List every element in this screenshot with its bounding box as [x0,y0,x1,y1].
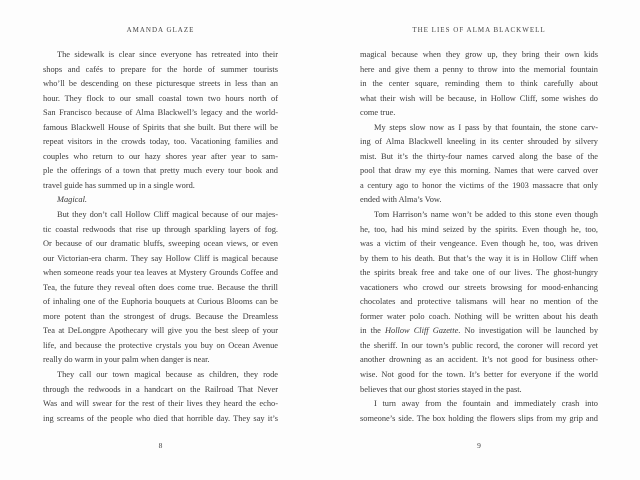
text-line: Was and will swear for the rest of their lives they heard the echo- [43,399,278,409]
text-line: Tea at DeLongpre Apothecary will give you the best sleep of your [43,326,278,336]
text-line: here and give them a penny to throw into the memorial fountain [360,64,598,74]
text-line: Or because of our dramatic bluffs, sweeping ocean views, or even [43,239,278,249]
text-line: ing of Alma Blackwell kneeling in its center shrouded by silvery [360,137,598,147]
text-line: I turn away from the fountain and immediately crash into [374,399,598,409]
text-line: our Victorian-era charm. They say Hollow Cliff is magical because [43,253,278,263]
text-line: ple the offerings of a town that pretty much every tour book and [43,166,278,176]
text-line: wise. Not good for the town. It’s better for everyone if the world [360,370,598,380]
text-line: famous Blackwell House of Spirits that she built. But there will be [43,122,278,132]
text-line: couples who return to our hazy shores year after year to sam- [43,151,278,161]
text-line: tic coastal redwoods that rise up through sparkling layers of fog. [43,224,278,234]
right-page-text [360,48,598,426]
text-line: a century ago to honor the victims of the 1903 massacre that only [360,180,598,190]
text-line: They call our town magical because as children, they rode [57,370,278,380]
text-line: really do warm in your palm when danger is near. [43,355,210,365]
text-line: vacationers who crowd our streets browsing for mood-enhancing [360,282,598,292]
text-line: Magical. [57,195,88,205]
text-line: ended with Alma’s Vow. [360,195,442,205]
text-line: by them to his death. But that’s the way it is in Hollow Cliff when [360,253,598,263]
text-line: who’ll be descending on these picturesque streets in less than an [43,79,278,89]
right-page[interactable] [360,0,598,480]
text-line: San Francisco because of Alma Blackwell’s legacy and the world- [43,108,278,118]
text-line: But they don’t call Hollow Cliff magical because of our majes- [57,210,278,220]
text-line: more potent than the strongest of drugs. Because the Dreamless [43,311,278,321]
left-page[interactable] [43,0,278,480]
running-header-book-title: THE LIES OF ALMA BLACKWELL [412,26,546,34]
left-page-number: 8 [158,441,163,450]
text-line: mist. But it’s the thirty-four names carved along the base of the [360,151,598,161]
text-line: The sidewalk is clear since everyone has retreated into their [57,50,278,59]
text-line: he, too, had his mind seized by the spirits. Even though he, too, [360,224,598,234]
text-line: Tea, the future they reveal often does come true. Because the thrill [43,282,278,292]
text-line: believes that our ghost stories stayed in the past. [360,384,522,394]
text-line: shops and cafés to prepare for the horde of summer tourists [43,64,278,74]
right-page-number: 9 [477,441,481,450]
text-line: what their wish will be because, in Hollow Cliff, some wishes do [360,93,598,103]
text-line: the spirits break free and take one of our lives. The ghost-hungry [360,268,598,278]
text-line: someone’s side. The box holding the flowers slips from my grip and [360,413,598,423]
text-line: in the center square, reminding them to think carefully about [360,79,598,89]
text-line: when someone reads your tea leaves at Mystery Grounds Coffee and [43,268,278,278]
text-line: the sheriff. In our town’s public record, the coroner will record yet [360,340,598,350]
text-line: of inhaling one of the Euphoria bouquets at Curious Blooms can be [43,297,278,307]
text-line: pool that draw my eye this morning. Names that were carved over [360,166,598,176]
text-line: hour. They flock to our small coastal town two hours north of [43,93,278,103]
text-line: through the redwoods in a handcart on the Railroad That Never [43,384,278,394]
text-line: in the Hollow Cliff Gazette. No investigation will be launched by [360,326,599,336]
text-line: ing screams of the people who died that horrible day. They say it’s [43,413,278,423]
text-line: former water polo coach. Nothing will be written about his death [360,311,598,321]
text-line: chocolates and protective talismans will hear no mention of the [360,297,598,307]
text-line: Tom Harrison’s name won’t be added to this stone even though [374,210,598,220]
left-page-text [43,48,278,426]
text-line: another drowning as an accident. It’s not good for business other- [360,355,598,365]
text-line: repeat visitors in the crowds today, too. Vacationing families and [43,137,278,147]
running-header-author: AMANDA GLAZE [126,26,195,34]
text-line: life, and because the protective crystals you buy on Ocean Avenue [43,340,278,350]
text-line: was a victim of their vengeance. Even though he, too, was driven [360,239,598,249]
text-line: come true. [360,108,396,118]
text-line: My steps slow now as I pass by that fountain, the stone carv- [374,122,598,132]
text-line: travel guide has summed up in a single word. [43,180,195,190]
text-line: magical because when they grow up, they bring their own kids [360,50,598,59]
